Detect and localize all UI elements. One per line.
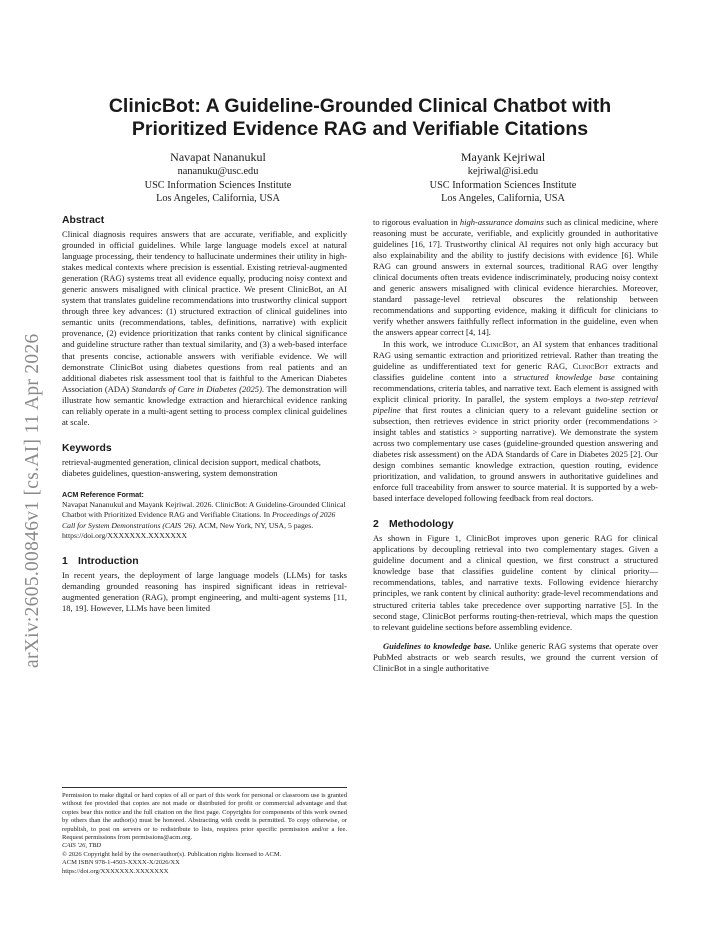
text-run: to rigorous evaluation in bbox=[373, 217, 460, 227]
methodology-paragraph: As shown in Figure 1, ClinicBot improves upon generic RAG for clinical applications by decoupling retrieval into two complementary stages. Given a guideline document and a clinical question, we first construct a structured knowledge base that classifies guideline content by clinical priority—recommendations, tables, and narrative texts. Following evidence hierarchy principles, we rank content by clinical authority: grade-level recommendations and structured criteria tables take precedence over supporting narrative [5]. In the second stage, ClinicBot performs routing-then-retrieval, which maps the question to relevant guideline sections before assembling evidence. bbox=[373, 533, 658, 632]
introduction-text: In recent years, the deployment of large language models (LLMs) for tasks demanding grounded reasoning has inspired significant ideas in retrieval-augmented generation (RAG), prompt engineering, and multi-agent systems [11, 18, 19]. However, LLMs have been limited bbox=[62, 570, 347, 614]
text-run: such as clinical medicine, where reasoning must be accurate, verifiable, and explicitly grounded in authoritative guidelines [16, 17]. Trustworthy clinical AI requires not only high accuracy but also explainability and the ability to justify decisions with evidence [6]. While RAG can ground answers in external sources, traditional RAG over lengthy clinical documents often treats evidence indiscriminately, producing noisy context and generic answers misaligned with clinical evidence hierarchies. Moreover, standard passage-level retrieval obscures the relationship between recommendations and supporting evidence, making it difficult for clinicians to verify whether answers faithfully reflect information in the guideline, even when the answers appear correct [4, 14]. bbox=[373, 217, 658, 338]
text-run: containing recommendations, criteria tables, and narrative text. Each element is assigned with explicit clinical priority. In parallel, the system employs a bbox=[373, 371, 658, 404]
author-email[interactable]: kejriwal@isi.edu bbox=[467, 166, 539, 177]
acm-reference-text bbox=[62, 500, 347, 541]
isbn-line: ACM ISBN 978-1-4503-XXXX-X/2026/XX bbox=[62, 859, 180, 867]
abstract-heading: Abstract bbox=[62, 215, 105, 226]
acm-reference-doi[interactable]: ACM, New York, NY, USA, 5 pages. https://doi.org/XXXXXXX.XXXXXXX bbox=[62, 520, 314, 540]
author-affiliation: USC Information Sciences Institute bbox=[144, 179, 292, 191]
permission-notice: Permission to make digital or hard copies of all or part of this work for personal or classroom use is granted without fee provided that copies are not made or distributed for profit or commercial advantage and that copies bear this notice and the full citation on the first page. Copyrights for components of this work owned by others than the author(s) must be honored. Abstracting with credit is permitted. To copy otherwise, or republish, to post on servers or to redistribute to lists, requires prior specific permission and/or a fee. Request permissions from permissions@acm.org. bbox=[62, 792, 347, 842]
system-name: ClinicBot bbox=[480, 338, 517, 349]
left-column bbox=[62, 214, 347, 614]
author-email[interactable]: nananuku@usc.edu bbox=[177, 166, 259, 177]
abstract-body-end: . The demonstration will illustrate how semantic knowledge extraction and hierarchical evidence ranking can reliably operate in a multi-agent setting to process complex clinical guidelines at scale. bbox=[62, 383, 347, 427]
copyright-line: © 2026 Copyright held by the owner/author(s). Publication rights licensed to ACM. bbox=[62, 850, 282, 858]
methodology-heading bbox=[373, 518, 658, 531]
paper-title: ClinicBot: A Guideline-Grounded Clinical Chatbot with Prioritized Evidence RAG and Verifiable Citations bbox=[108, 95, 612, 140]
keywords-heading: Keywords bbox=[62, 442, 112, 454]
intro-continued-paragraph bbox=[373, 217, 658, 339]
author-block-1 bbox=[93, 150, 343, 206]
italic-run: two-step retrieval pipeline bbox=[373, 393, 658, 415]
venue-line: CAIS '26, TBD bbox=[62, 842, 102, 850]
arxiv-identifier[interactable]: arXiv:2605.00846v1 [cs.AI] 11 Apr 2026 bbox=[22, 333, 43, 668]
run-in-heading: Guidelines to knowledge base. bbox=[383, 640, 492, 651]
text-run: extracts and classifies guideline content into a bbox=[373, 360, 658, 382]
italic-run: structured knowledge base bbox=[513, 371, 615, 382]
abstract-body: Clinical diagnosis requires answers that are accurate, verifiable, and explicitly grounded in official guidelines. While large language models excel at natural language processing, their tendency to hallucinate undermines their utility in high-stakes medical contexts where precision is essential. Existing retrieval-augmented generation (RAG) systems treat all evidence equally, producing noisy context and generic answers misaligned with clinical practice. We present ClinicBot, an AI system that translates guideline recommendations into trustworthy clinical support through three key advances: (1) structured extraction of clinical guidelines into semantic units (recommendations, tables, definitions, narrative) with explicit provenance, (2) evidence prioritization that ranks content by clinical significance and guideline structure rather than textual similarity, and (3) a web-based interface that presents concise, actionable answers with verifiable evidence. We will demonstrate ClinicBot using diabetes questions from real patients and an additional diabetes risk assessment tool that is faithful to the American Diabetes Association (ADA) bbox=[62, 229, 347, 394]
acm-reference-heading: ACM Reference Format: bbox=[62, 489, 144, 499]
intro-system-paragraph bbox=[373, 339, 658, 505]
author-location: Los Angeles, California, USA bbox=[441, 193, 565, 205]
introduction-heading bbox=[62, 555, 347, 568]
guidelines-paragraph bbox=[373, 641, 658, 674]
author-name: Navapat Nananukul bbox=[170, 150, 266, 164]
acm-reference-proceedings: Proceedings of 2026 Call for System Demonstrations (CAIS '26). bbox=[62, 510, 336, 530]
section-title: Methodology bbox=[389, 519, 454, 531]
doi-line[interactable]: https://doi.org/XXXXXXX.XXXXXXX bbox=[62, 867, 169, 875]
section-title: Introduction bbox=[78, 556, 139, 568]
copyright-footnote bbox=[62, 787, 347, 876]
keywords-text: retrieval-augmented generation, clinical decision support, medical chatbots, diabetes guidelines, question-answering, system demonstration bbox=[62, 456, 321, 478]
section-number: 1 bbox=[62, 556, 68, 568]
text-run: In this work, we introduce bbox=[383, 338, 481, 349]
text-run: that first routes a clinician query to a relevant guideline section or subsection, then retrieves evidence in strict priority order (recommendations > insight tables and statistics > supporting narrative). We demonstrate the system across two complementary use cases (guideline-grounded question answering and diabetes risk assessment) on the ADA Standards of Care in Diabetes 2025 [2]. Our design combines semantic knowledge extraction, question routing, evidence prioritization, and validation, to ground answers in authoritative guidelines and enforce full traceability from answer to source material. It is supported by a web-based interface developed following feedback from real doctors. bbox=[373, 404, 658, 504]
author-affiliation: USC Information Sciences Institute bbox=[429, 179, 577, 191]
text-run: , an AI system that enhances traditional RAG using semantic extraction and prioritized retrieval. Rather than treating the guideline as undifferentiated text for generic RAG, bbox=[373, 338, 658, 371]
author-block-2 bbox=[378, 150, 628, 206]
acm-reference-body: Navapat Nananukul and Mayank Kejriwal. 2026. ClinicBot: A Guideline-Grounded Clinical Chatbot with Prioritized Evidence RAG and Verifiable Citations. In bbox=[62, 499, 346, 520]
text-run: Unlike generic RAG systems that operate over PubMed abstracts or web search results, we ground the current version of ClinicBot in a single authoritative bbox=[373, 640, 658, 673]
footnote-divider bbox=[62, 787, 347, 788]
abstract-text bbox=[62, 229, 347, 428]
system-name: ClinicBot bbox=[572, 360, 609, 371]
author-location: Los Angeles, California, USA bbox=[156, 193, 280, 205]
section-number: 2 bbox=[373, 519, 379, 531]
abstract-italic-citation: Standards of Care in Diabetes (2025) bbox=[131, 383, 262, 394]
right-column bbox=[373, 217, 658, 674]
italic-run: high-assurance domains bbox=[459, 217, 544, 227]
author-name: Mayank Kejriwal bbox=[460, 150, 546, 164]
